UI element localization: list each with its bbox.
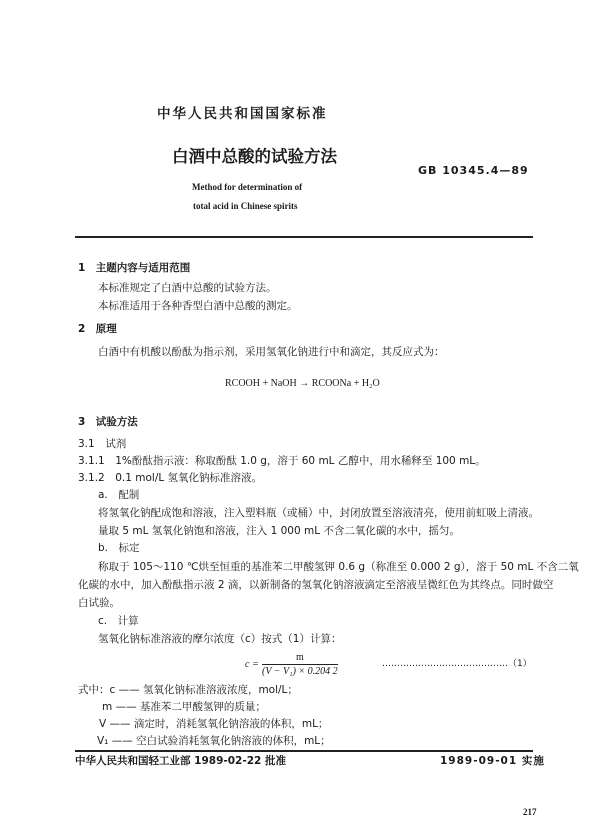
paragraph: 氢氧化钠标准溶液的摩尔浓度（c）按式（1）计算： [98,633,342,645]
section-3-heading: 3 试验方法 [78,416,138,428]
item-3-1-1: 3.1.1 1%酚酞指示液：称取酚酞 1.0 g，溶于 60 mL 乙醇中，用水稀释至 100 mL。 [78,455,486,467]
footer-divider [75,750,533,752]
formula-reference: ……………………………………（1） [382,659,532,669]
formula-denominator: (V − V₁) × 0.204 2 [262,666,338,677]
paragraph: 本标准适用于各种香型白酒中总酸的测定。 [98,300,298,312]
header-divider [75,236,533,238]
subsection-3-1: 3.1 试剂 [78,438,127,450]
step-a-heading: a. 配制 [98,489,140,501]
variable-definition: m —— 基准苯二甲酸氢钾的质量； [102,701,266,713]
paragraph: 称取于 105～110 ℃烘至恒重的基准苯二甲酸氢钾 0.6 g（称准至 0.000 2 g），溶于 50 mL 不含二氧 [98,561,579,573]
paragraph: 将氢氧化钠配成饱和溶液，注入塑料瓶（或桶）中，封闭放置至溶液清亮，使用前虹吸上清液。 [98,507,539,519]
paragraph: 白酒中有机酸以酚酞为指示剂，采用氢氧化钠进行中和滴定，其反应式为： [98,346,445,358]
step-c-heading: c. 计算 [98,615,139,627]
formula-lhs: c = [245,659,259,670]
page-number: 217 [523,807,537,817]
implementation-date: 1989-09-01 实施 [440,755,545,767]
approval-date: 中华人民共和国轻工业部 1989-02-22 批准 [75,755,286,767]
paragraph: 化碳的水中，加入酚酞指示液 2 滴，以新制备的氢氧化钠溶液滴定至溶液呈微红色为其终点。同时做空 [78,579,554,591]
section-1-heading: 1 主题内容与适用范围 [78,262,191,274]
variable-definition: V —— 滴定时，消耗氢氧化钠溶液的体积，mL； [99,718,329,730]
paragraph: 量取 5 mL 氢氧化钠饱和溶液，注入 1 000 mL 不含二氧化碳的水中，摇匀。 [98,525,460,537]
title-english-line1: Method for determination of [192,182,303,192]
variable-definition: 式中：c —— 氢氧化钠标准溶液浓度，mol/L； [78,684,298,696]
variable-definition: V₁ —— 空白试验消耗氢氧化钠溶液的体积，mL； [97,735,331,747]
item-3-1-2: 3.1.2 0.1 mol/L 氢氧化钠标准溶液。 [78,472,263,484]
step-b-heading: b. 标定 [98,542,140,554]
paragraph: 本标准规定了白酒中总酸的试验方法。 [98,282,277,294]
formula-fraction [262,652,338,678]
section-2-heading: 2 原理 [78,323,117,335]
national-standard-label: 中华人民共和国国家标准 [157,106,328,122]
standard-code: GB 10345.4—89 [418,164,529,177]
reaction-equation: RCOOH + NaOH → RCOONa + H₂O [225,378,380,389]
paragraph: 白试验。 [78,597,120,609]
title-english-line2: total acid in Chinese spirits [193,201,298,211]
formula-numerator: m [262,652,338,665]
document-title: 白酒中总酸的试验方法 [172,147,337,166]
